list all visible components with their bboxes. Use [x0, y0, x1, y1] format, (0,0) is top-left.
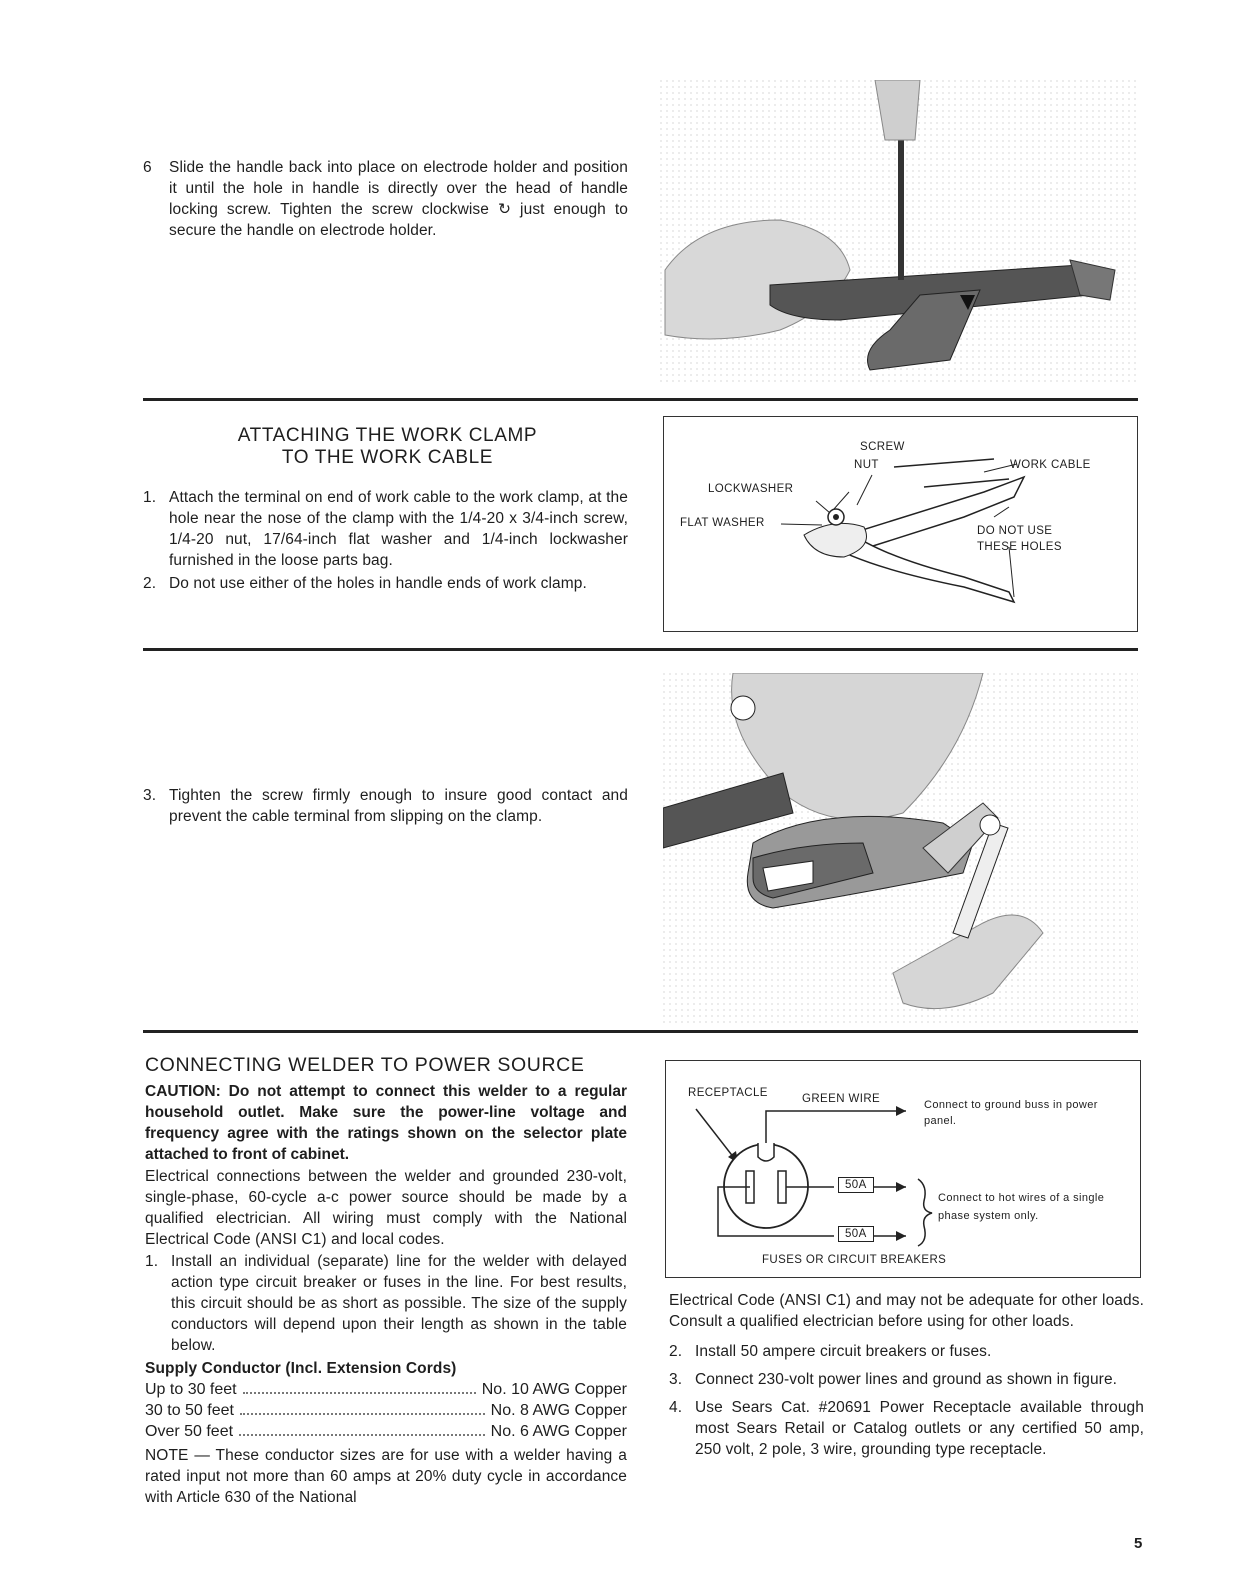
step-number: 4.	[669, 1399, 683, 1416]
size-cell: No. 6 AWG Copper	[490, 1423, 627, 1440]
heading-line-2: TO THE WORK CABLE	[281, 447, 494, 468]
step-text: Connect 230-volt power lines and ground as shown in figure.	[695, 1371, 1118, 1388]
table-title: Supply Conductor (Incl. Extension Cords)	[145, 1360, 457, 1377]
work-clamp-diagram	[663, 416, 1138, 632]
fuse-1: 50A	[838, 1177, 874, 1193]
step-number: 3.	[143, 787, 157, 804]
step-number: 1.	[145, 1253, 159, 1270]
section-divider	[143, 648, 1138, 651]
note-paragraph: NOTE — These conductor sizes are for use with a welder having a rated input not more than 60 amps at 20% duty cycle in accordance with Article 630 of the National	[145, 1447, 627, 1506]
label-work-cable: WORK CABLE	[1010, 459, 1091, 471]
step-text: Do not use either of the holes in handle ends of work clamp.	[169, 575, 587, 592]
intro-paragraph: Electrical connections between the welder and grounded 230-volt, single-phase, 60-cycle a-c power source should be made by a qualified electrician. All wiring must comply with the National Electrical Code (ANSI C1) and local codes.	[145, 1168, 627, 1248]
label-flat-washer: FLAT WASHER	[680, 517, 765, 529]
step-text: Tighten the screw firmly enough to insure good contact and prevent the cable terminal from slipping on the clamp.	[169, 787, 628, 825]
size-cell: No. 10 AWG Copper	[481, 1381, 627, 1398]
step-text: Use Sears Cat. #20691 Power Receptacle available through most Sears Retail or Catalog outlets or any certified 50 amp, 250 volt, 2 pole, 3 wire, grounding type receptacle.	[695, 1399, 1144, 1458]
step-number: 6	[143, 159, 152, 176]
heading-line-1: ATTACHING THE WORK CLAMP	[237, 425, 538, 446]
length-cell: Over 50 feet	[145, 1423, 234, 1440]
step-text: Install 50 ampere circuit breakers or fuses.	[695, 1343, 992, 1360]
step-text: Slide the handle back into place on electrode holder and position it until the hole in handle is directly over the head of handle locking screw. Tighten the screw clockwise ↻ just enough to secure the handle on electrode holder.	[169, 159, 628, 239]
table-row	[145, 1400, 627, 1421]
conductor-table	[145, 1379, 627, 1442]
label-screw: SCREW	[860, 441, 905, 453]
label-fuses: FUSES OR CIRCUIT BREAKERS	[762, 1254, 947, 1266]
step-number: 1.	[143, 489, 157, 506]
caution-text: CAUTION: Do not attempt to connect this welder to a regular household outlet. Make sure the power-line voltage and frequency agree with the ratings shown on the selector plate attached to front of cabinet.	[145, 1083, 627, 1163]
step-3	[143, 785, 628, 829]
section-heading-work-clamp	[160, 425, 615, 469]
label-do-not-use: DO NOT USE	[977, 525, 1053, 537]
leader-dots	[240, 1400, 485, 1415]
hot-wire-note: Connect to hot wires of a single phase system only.	[938, 1192, 1105, 1222]
page-number: 5	[1134, 1535, 1143, 1552]
heading-power-source: CONNECTING WELDER TO POWER SOURCE	[145, 1054, 585, 1076]
section-divider	[143, 1030, 1138, 1033]
install-step-1	[145, 1251, 627, 1356]
step-number: 2.	[143, 575, 157, 592]
ground-note: Connect to ground buss in power panel.	[924, 1099, 1098, 1127]
label-these-holes: THESE HOLES	[977, 541, 1062, 553]
install-step-2	[669, 1341, 1144, 1362]
power-source-right-column	[669, 1290, 1144, 1462]
label-lockwasher: LOCKWASHER	[708, 483, 794, 495]
table-row	[145, 1421, 627, 1442]
leader-dots	[243, 1379, 476, 1394]
fuse-2: 50A	[838, 1226, 874, 1242]
install-step-4	[669, 1397, 1144, 1460]
power-source-left-column	[145, 1081, 627, 1508]
electrode-holder-illustration	[660, 80, 1140, 385]
section-heading-power-source	[145, 1054, 630, 1076]
tighten-screw-illustration	[663, 673, 1138, 1025]
label-nut: NUT	[854, 459, 879, 471]
length-cell: Up to 30 feet	[145, 1381, 237, 1398]
label-green-wire: GREEN WIRE	[802, 1093, 881, 1105]
step-text: Install an individual (separate) line for the welder with delayed action type circuit breaker or fuses in the line. For best results, this circuit should be as short as possible. The size of the supply conductors will depend upon their length as shown in the table below.	[171, 1253, 627, 1354]
size-cell: No. 8 AWG Copper	[490, 1402, 627, 1419]
step-number: 3.	[669, 1371, 683, 1388]
install-step-3	[669, 1369, 1144, 1390]
work-clamp-steps	[143, 487, 628, 596]
section-divider	[143, 398, 1138, 401]
step-6	[143, 157, 628, 243]
table-row	[145, 1379, 627, 1400]
step-text: Attach the terminal on end of work cable to the work clamp, at the hole near the nose of the clamp with the 1/4-20 x 3/4-inch screw, 1/4-20 nut, 17/64-inch flat washer and 1/4-inch lockwasher furnished in the loose parts bag.	[169, 489, 628, 569]
leader-dots	[239, 1421, 485, 1436]
receptacle-wiring-diagram	[665, 1060, 1141, 1278]
length-cell: 30 to 50 feet	[145, 1402, 234, 1419]
tighten-screw-photo	[663, 673, 1138, 1025]
right-paragraph: Electrical Code (ANSI C1) and may not be adequate for other loads. Consult a qualified electrician before using for other loads.	[669, 1292, 1144, 1330]
label-receptacle: RECEPTACLE	[688, 1087, 768, 1099]
electrode-holder-photo	[660, 80, 1140, 385]
step-number: 2.	[669, 1343, 683, 1360]
